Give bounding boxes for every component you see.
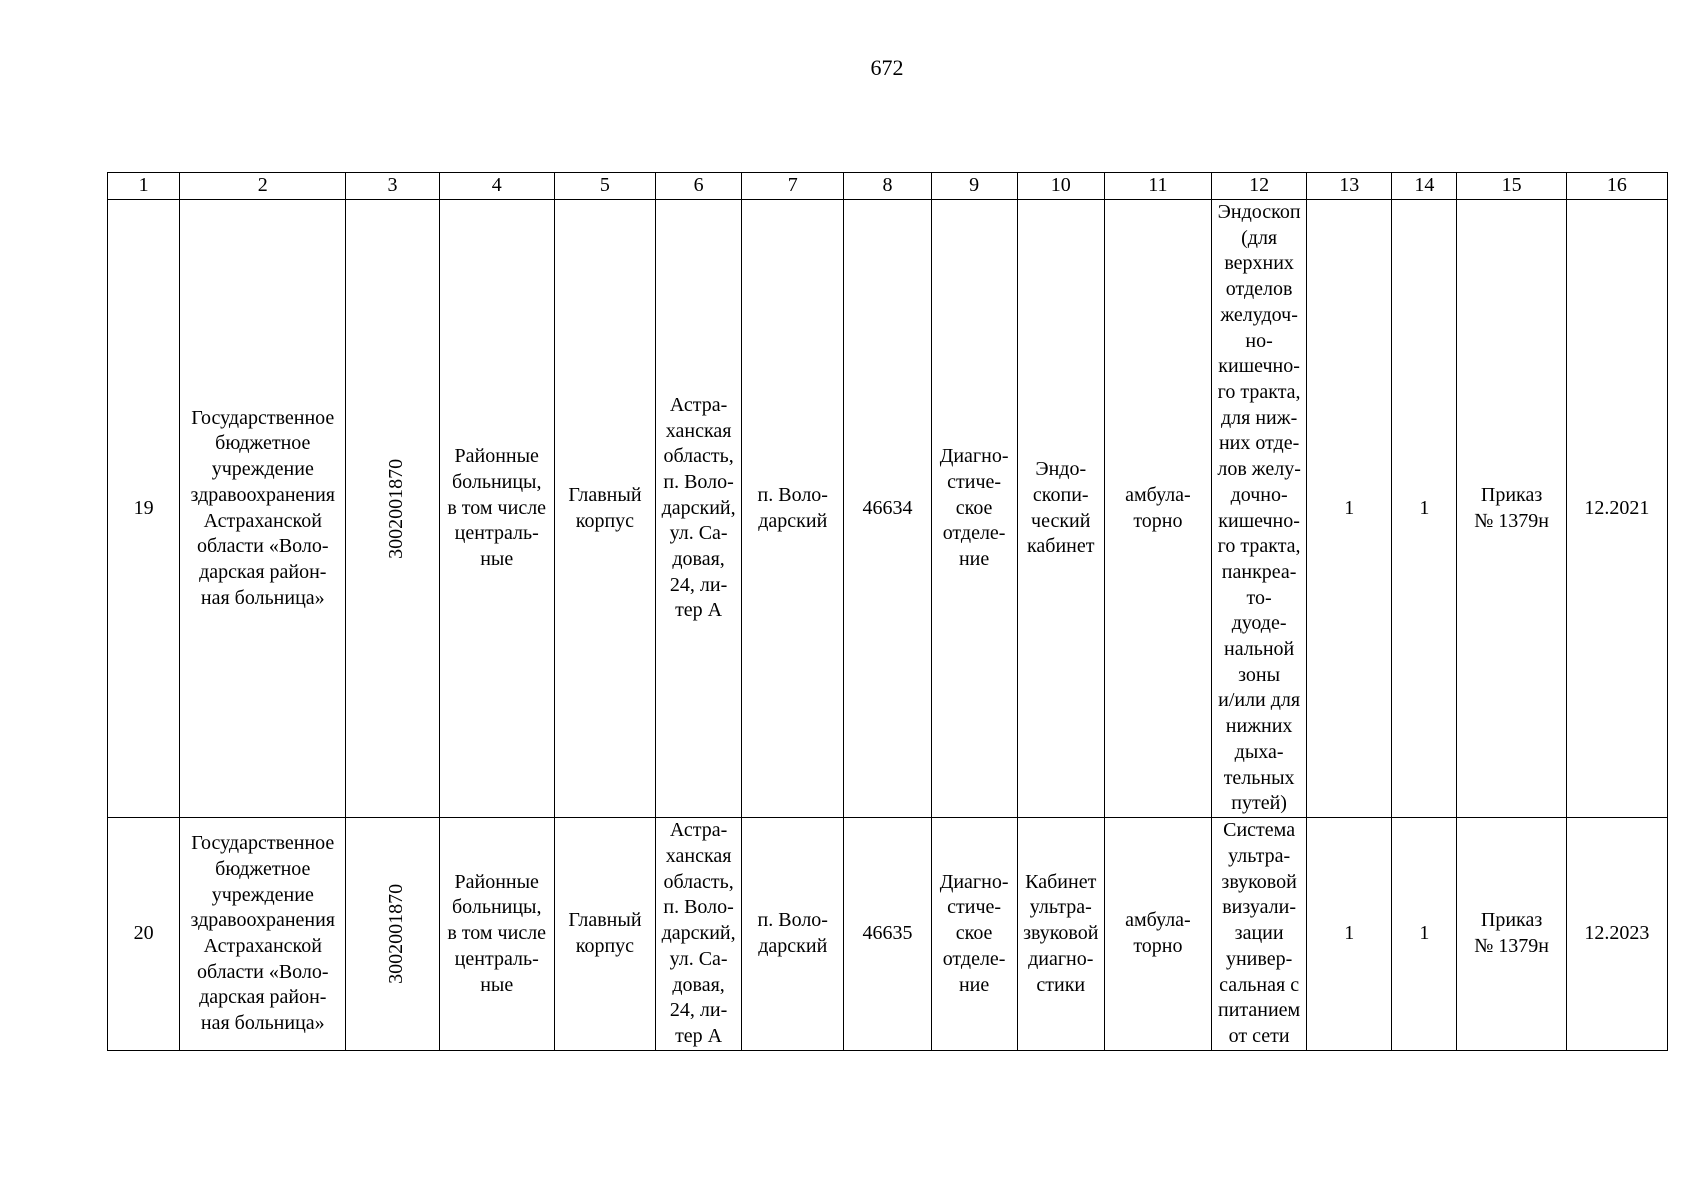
table-row <box>108 200 1668 818</box>
order-reference: Приказ № 1379н <box>1457 200 1566 818</box>
row-number: 20 <box>108 818 180 1051</box>
institution-type: Районные больницы, в том числе централь- ные <box>439 818 554 1051</box>
column-header: 8 <box>844 173 931 200</box>
column-header: 9 <box>931 173 1017 200</box>
page-number: 672 <box>870 55 904 80</box>
care-mode: амбула- торно <box>1104 200 1211 818</box>
data-table <box>107 172 1668 1051</box>
locality: п. Воло- дарский <box>742 818 844 1051</box>
column-header: 13 <box>1307 173 1392 200</box>
column-header: 2 <box>180 173 346 200</box>
date: 12.2021 <box>1566 200 1667 818</box>
column-header: 1 <box>108 173 180 200</box>
inn-cell <box>346 818 439 1051</box>
address: Астра- ханская область, п. Воло- дарский, ул. Са- довая, 24, ли- тер А <box>656 818 742 1051</box>
column-header: 14 <box>1392 173 1457 200</box>
column-header: 4 <box>439 173 554 200</box>
room: Кабинет ультра- звуковой диагно- стики <box>1017 818 1104 1051</box>
institution-name: Государственное бюджетное учреждение здравоохранения Астраханской области «Воло- дарская район- ная больница» <box>180 200 346 818</box>
address: Астра- ханская область, п. Воло- дарский, ул. Са- довая, 24, ли- тер А <box>656 200 742 818</box>
column-header: 10 <box>1017 173 1104 200</box>
column-header: 5 <box>554 173 655 200</box>
column-header: 3 <box>346 173 439 200</box>
code: 46634 <box>844 200 931 818</box>
institution-name: Государственное бюджетное учреждение здравоохранения Астраханской области «Воло- дарская район- ная больница» <box>180 818 346 1051</box>
column-header: 6 <box>656 173 742 200</box>
column-header: 16 <box>1566 173 1667 200</box>
column-header: 15 <box>1457 173 1566 200</box>
department: Диагно- стиче- ское отделе- ние <box>931 818 1017 1051</box>
order-reference: Приказ № 1379н <box>1457 818 1566 1051</box>
quantity: 1 <box>1307 818 1392 1051</box>
row-number: 19 <box>108 200 180 818</box>
equipment: Система ультра- звуковой визуали- зации универ- сальная с питанием от сети <box>1212 818 1307 1051</box>
quantity-required: 1 <box>1392 200 1457 818</box>
inn-cell <box>346 200 439 818</box>
department: Диагно- стиче- ское отделе- ние <box>931 200 1017 818</box>
column-header: 7 <box>742 173 844 200</box>
header-row <box>108 173 1668 200</box>
column-header: 12 <box>1212 173 1307 200</box>
care-mode: амбула- торно <box>1104 818 1211 1051</box>
building-name: Главный корпус <box>554 818 655 1051</box>
table-row <box>108 818 1668 1051</box>
column-header: 11 <box>1104 173 1211 200</box>
date: 12.2023 <box>1566 818 1667 1051</box>
quantity-required: 1 <box>1392 818 1457 1051</box>
quantity: 1 <box>1307 200 1392 818</box>
institution-type: Районные больницы, в том числе централь- ные <box>439 200 554 818</box>
equipment: Эндоскоп (для верхних отделов желудоч- но- кишечно- го тракта, для ниж- них отде- лов желу- дочно- кишечно- го тракта, панкреа- то- дуоде- нальной зоны и/или для нижних дыха- тельных путей) <box>1212 200 1307 818</box>
room: Эндо- скопи- ческий кабинет <box>1017 200 1104 818</box>
code: 46635 <box>844 818 931 1051</box>
inn-value: 3002001870 <box>385 458 408 559</box>
building-name: Главный корпус <box>554 200 655 818</box>
locality: п. Воло- дарский <box>742 200 844 818</box>
inn-value: 3002001870 <box>385 883 408 984</box>
